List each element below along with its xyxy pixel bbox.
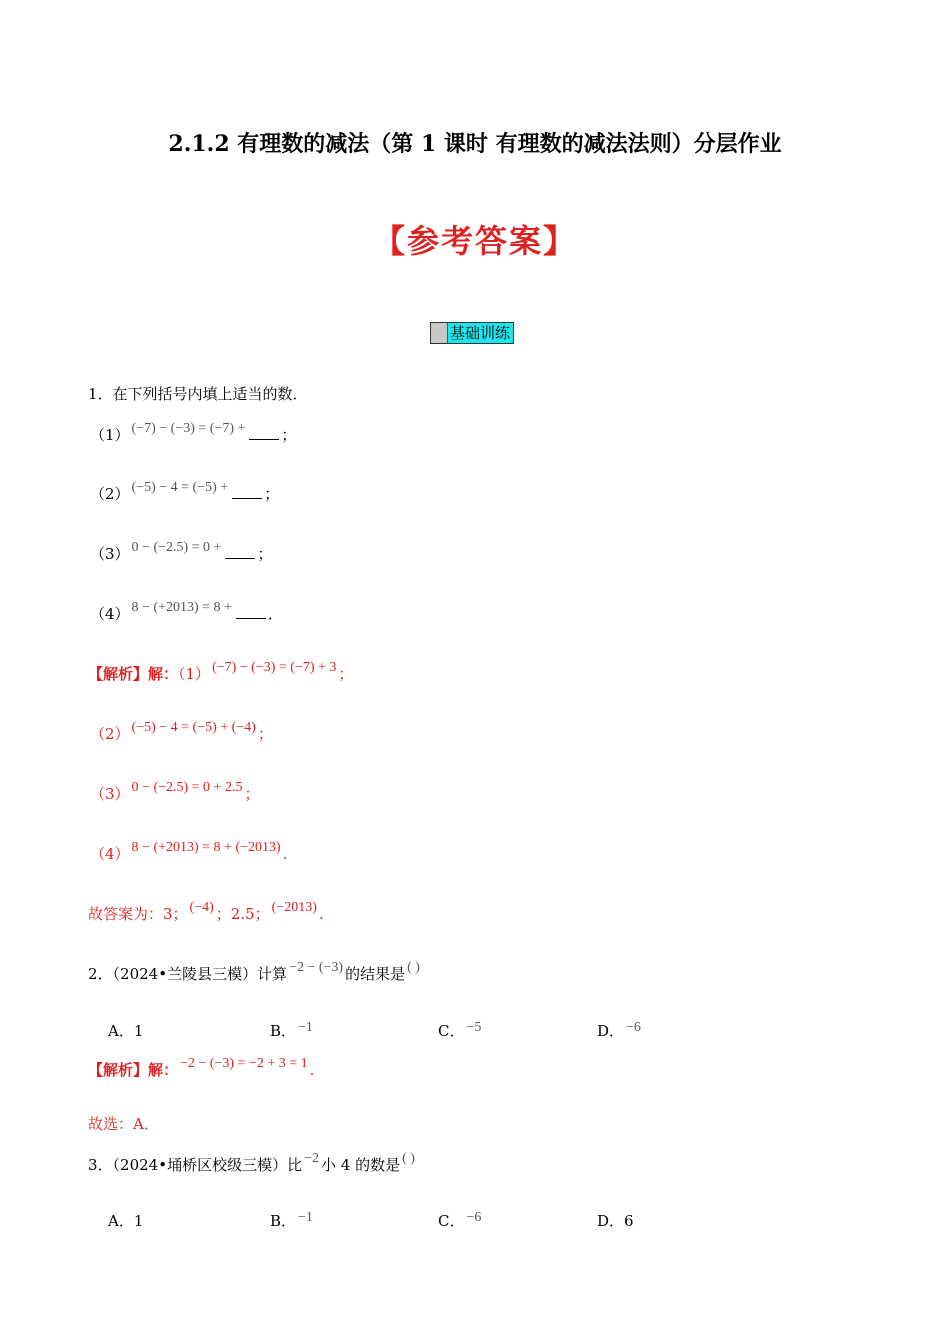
answer-label: （4） [90, 845, 130, 863]
q1-stem: 1．在下列括号内填上适当的数． [88, 385, 308, 403]
q2-option-b [270, 1020, 315, 1041]
q3-option-c [438, 1210, 483, 1231]
item-label: （2） [90, 485, 130, 503]
item-expression: (−7) − (−3) = (−7) + [131, 421, 246, 436]
option-label: B． [270, 1022, 297, 1040]
answer-expression: (−5) − 4 = (−5) + (−4) [131, 720, 256, 735]
item-expression: 8 − (+2013) = 8 + [131, 600, 232, 615]
q3-stem [88, 1151, 417, 1175]
page-title: 2.1.2 有理数的减法（第 1 课时 有理数的减法法则）分层作业 [168, 131, 782, 157]
stem-expression: −2 − (−3) [289, 960, 344, 975]
stem-text-end: 的结果是 [345, 965, 406, 983]
option-value: −1 [298, 1020, 313, 1035]
item-end: ； [264, 485, 280, 503]
option-value: −6 [466, 1210, 482, 1225]
final-answer-2: (−4) [189, 900, 214, 915]
section-square-icon [431, 323, 448, 343]
section-label-box [430, 322, 514, 344]
answer-blank [236, 606, 266, 619]
q2-option-d [597, 1020, 643, 1041]
answer-expression: (−7) − (−3) = (−7) + 3 [212, 660, 337, 675]
option-label: D．6 [597, 1212, 634, 1230]
option-value: −1 [298, 1210, 313, 1225]
option-value: −6 [626, 1020, 641, 1035]
item-label: （3） [90, 545, 130, 563]
q1-analysis-3 [90, 780, 260, 804]
answer-key-header: 【参考答案】 [372, 222, 577, 260]
q3-option-b [270, 1210, 315, 1231]
answer-parentheses: ( ) [407, 960, 420, 975]
answer-end: ； [244, 785, 260, 803]
q1-analysis-4 [90, 840, 288, 864]
q1-item-3 [90, 540, 273, 564]
final-end: . [318, 905, 324, 923]
q1-item-1 [90, 421, 297, 445]
item-label: （1） [90, 426, 130, 444]
q3-option-a [108, 1210, 143, 1231]
option-label: C． [438, 1212, 465, 1230]
stem-text: 3．（2024•埇桥区校级三模）比 [88, 1156, 303, 1174]
q2-option-a [108, 1020, 143, 1041]
item-expression: 0 − (−2.5) = 0 + [131, 540, 222, 555]
q2-choice: 故选：A． [88, 1115, 159, 1133]
answer-end: . [282, 845, 288, 863]
answer-blank [232, 486, 262, 499]
item-end: ； [281, 426, 297, 444]
stem-text: 2．（2024•兰陵县三模）计算 [88, 965, 288, 983]
q1-item-4 [90, 600, 283, 624]
item-expression: (−5) − 4 = (−5) + [131, 480, 229, 495]
analysis-tag: 【解析】解： [88, 665, 179, 683]
final-prefix: 故答案为：3； [88, 905, 188, 923]
q2-option-c [438, 1020, 483, 1041]
analysis-end: . [309, 1061, 315, 1079]
answer-blank [225, 546, 255, 559]
item-end: ． [267, 605, 283, 623]
section-label: 基础训练 [448, 323, 513, 343]
answer-label: （2） [90, 725, 130, 743]
option-label: A．1 [108, 1022, 144, 1040]
stem-text-end: 小 4 的数是 [320, 1156, 401, 1174]
final-answer-4: (−2013) [271, 900, 317, 915]
answer-expression: 0 − (−2.5) = 0 + 2.5 [131, 780, 243, 795]
answer-expression: 8 − (+2013) = 8 + (−2013) [131, 840, 281, 855]
option-label: C． [438, 1022, 465, 1040]
item-label: （4） [90, 605, 130, 623]
q2-stem [88, 960, 422, 984]
answer-end: ； [257, 725, 273, 743]
answer-end: ； [338, 665, 354, 683]
answer-label: （1） [178, 665, 211, 683]
item-end: ； [257, 545, 273, 563]
option-label: A．1 [108, 1212, 144, 1230]
q1-item-2 [90, 480, 280, 504]
q1-analysis-2 [90, 720, 273, 744]
answer-label: （3） [90, 785, 130, 803]
final-mid: ；2.5； [215, 905, 270, 923]
q1-final-answer [88, 900, 324, 924]
answer-parentheses: ( ) [402, 1151, 415, 1166]
analysis-tag: 【解析】解： [88, 1061, 179, 1079]
answer-blank [249, 427, 279, 440]
analysis-expression: −2 − (−3) = −2 + 3 = 1 [180, 1056, 308, 1071]
stem-expression: −2 [304, 1151, 319, 1166]
option-label: D． [597, 1022, 625, 1040]
q2-analysis [88, 1056, 315, 1080]
option-label: B． [270, 1212, 297, 1230]
q3-option-d [597, 1210, 634, 1231]
option-value: −5 [466, 1020, 482, 1035]
q1-analysis-1 [88, 660, 354, 684]
